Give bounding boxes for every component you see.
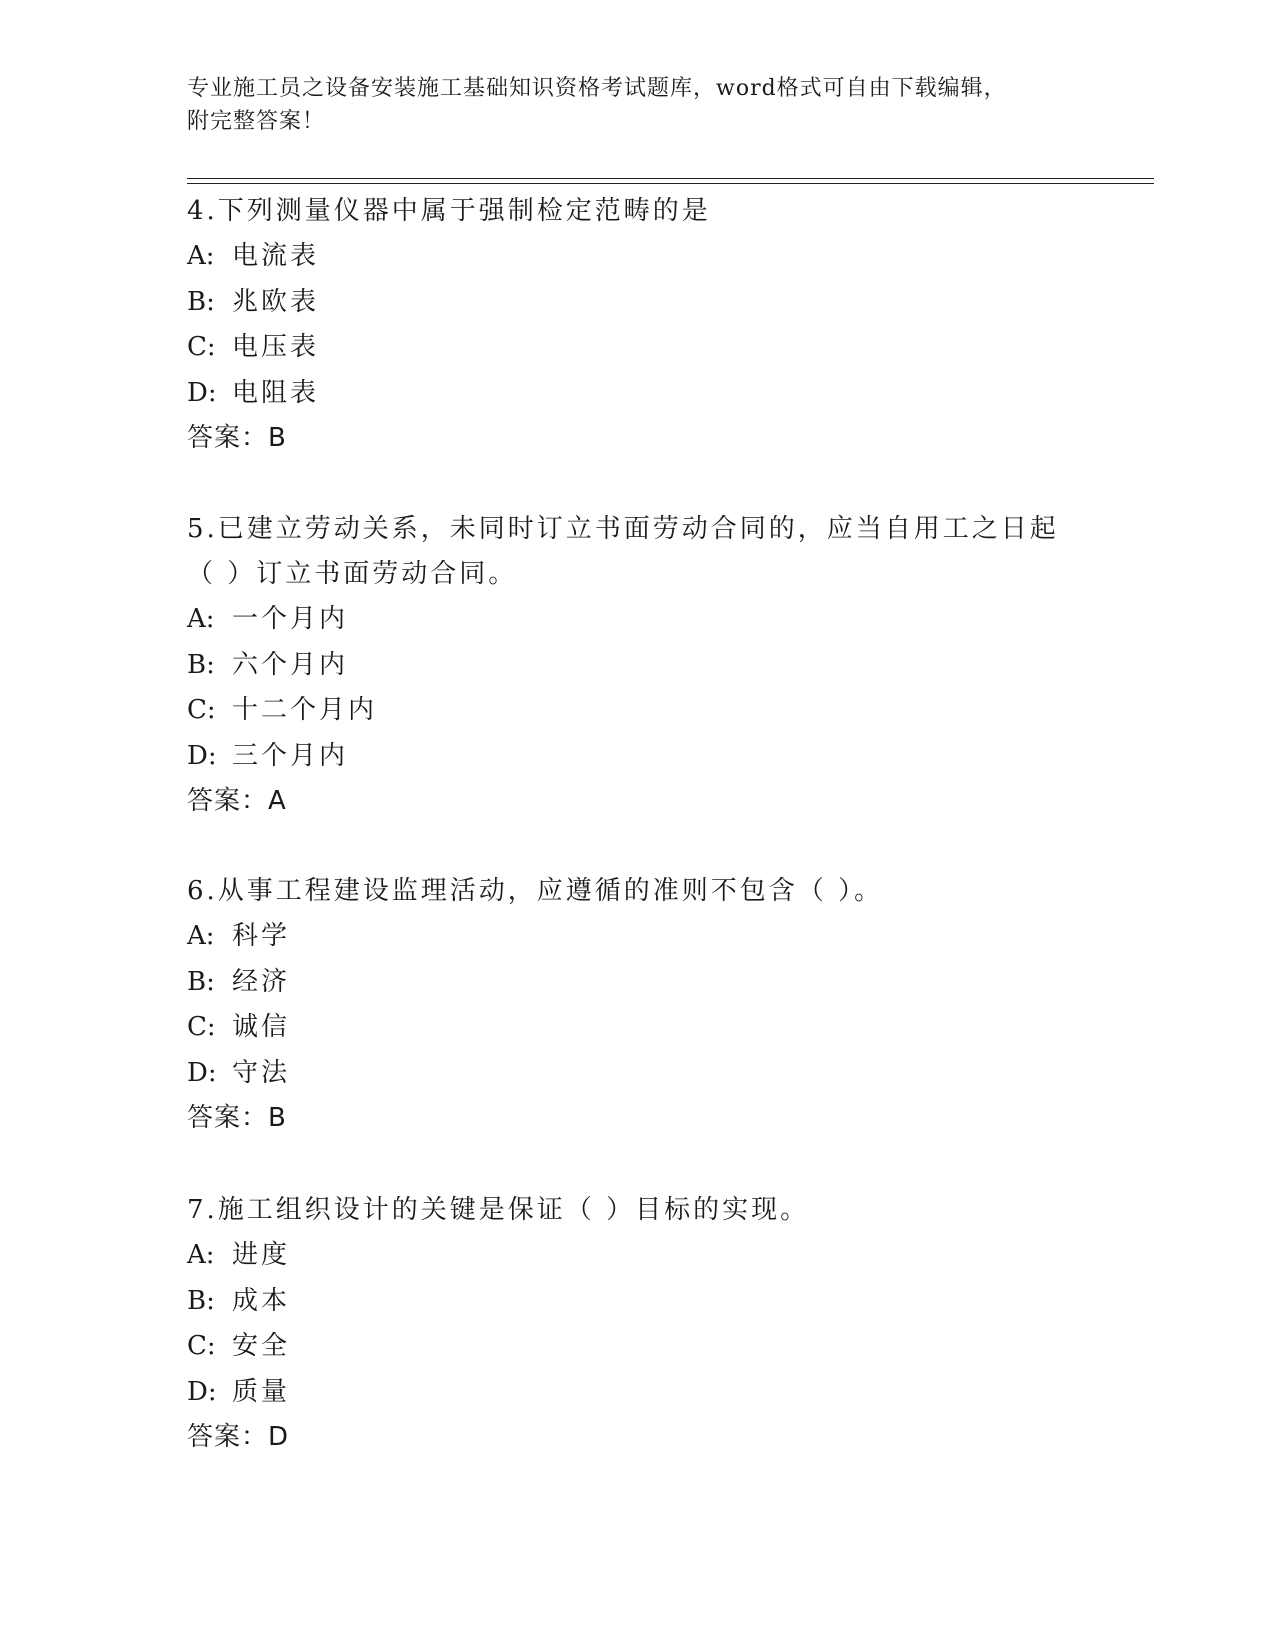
question-block	[187, 189, 1087, 462]
option-b	[187, 1279, 1087, 1325]
option-c	[187, 325, 1087, 371]
option-text: 电压表	[232, 332, 320, 362]
option-d	[187, 734, 1087, 780]
header-line-1: 专业施工员之设备安装施工基础知识资格考试题库，word格式可自由下载编辑，	[187, 76, 1007, 101]
option-letter: C:	[187, 1331, 216, 1361]
option-text: 电阻表	[232, 377, 320, 408]
option-a	[187, 914, 1087, 960]
option-b	[187, 960, 1087, 1006]
option-letter: A:	[187, 921, 215, 951]
option-letter: B:	[187, 649, 215, 680]
option-a	[187, 597, 1087, 643]
document-header	[187, 72, 1067, 138]
option-text: 成本	[232, 1285, 291, 1316]
option-letter: C:	[187, 1012, 216, 1042]
option-letter: D:	[187, 1376, 217, 1407]
option-text: 质量	[232, 1376, 291, 1407]
option-text: 一个月内	[232, 604, 349, 634]
option-letter: B:	[187, 1285, 215, 1316]
option-text: 安全	[232, 1331, 291, 1361]
option-text: 守法	[232, 1057, 291, 1088]
option-a	[187, 1233, 1087, 1279]
option-d	[187, 1051, 1087, 1097]
question-block	[187, 1188, 1087, 1461]
option-text: 十二个月内	[232, 695, 378, 725]
header-divider-bottom	[187, 183, 1154, 184]
option-c	[187, 688, 1087, 734]
option-text: 六个月内	[232, 649, 349, 680]
option-letter: A:	[187, 1240, 215, 1270]
option-text: 电流表	[232, 241, 320, 271]
option-letter: A:	[187, 241, 215, 271]
option-c	[187, 1005, 1087, 1051]
option-letter: D:	[187, 1057, 217, 1088]
answer-label: 答案：B	[187, 423, 287, 453]
question-text: 5.已建立劳动关系，未同时订立书面劳动合同的，应当自用工之日起（ ）订立书面劳动合同。	[187, 514, 1059, 589]
answer-label: 答案：B	[187, 1103, 287, 1133]
option-d	[187, 1370, 1087, 1416]
answer-label: 答案：A	[187, 786, 287, 816]
question-block	[187, 869, 1087, 1142]
option-letter: B:	[187, 286, 215, 317]
question-text: 4.下列测量仪器中属于强制检定范畴的是	[187, 196, 711, 226]
option-text: 科学	[232, 921, 291, 951]
option-letter: C:	[187, 332, 216, 362]
option-letter: C:	[187, 695, 216, 725]
option-text: 进度	[232, 1240, 291, 1270]
option-text: 经济	[232, 966, 291, 997]
option-c	[187, 1324, 1087, 1370]
header-divider-top	[187, 178, 1154, 179]
option-letter: D:	[187, 740, 217, 771]
question-block	[187, 507, 1087, 825]
option-text: 诚信	[232, 1012, 291, 1042]
option-letter: D:	[187, 377, 217, 408]
question-text: 6.从事工程建设监理活动，应遵循的准则不包含（ ）。	[187, 876, 884, 906]
option-letter: A:	[187, 604, 215, 634]
option-d	[187, 371, 1087, 417]
question-text: 7.施工组织设计的关键是保证（ ）目标的实现。	[187, 1195, 810, 1225]
answer-label: 答案：D	[187, 1422, 290, 1452]
header-line-2: 附完整答案！	[187, 109, 326, 134]
option-letter: B:	[187, 966, 215, 997]
option-b	[187, 280, 1087, 326]
option-b	[187, 643, 1087, 689]
option-text: 兆欧表	[232, 286, 320, 317]
option-text: 三个月内	[232, 740, 349, 771]
option-a	[187, 234, 1087, 280]
